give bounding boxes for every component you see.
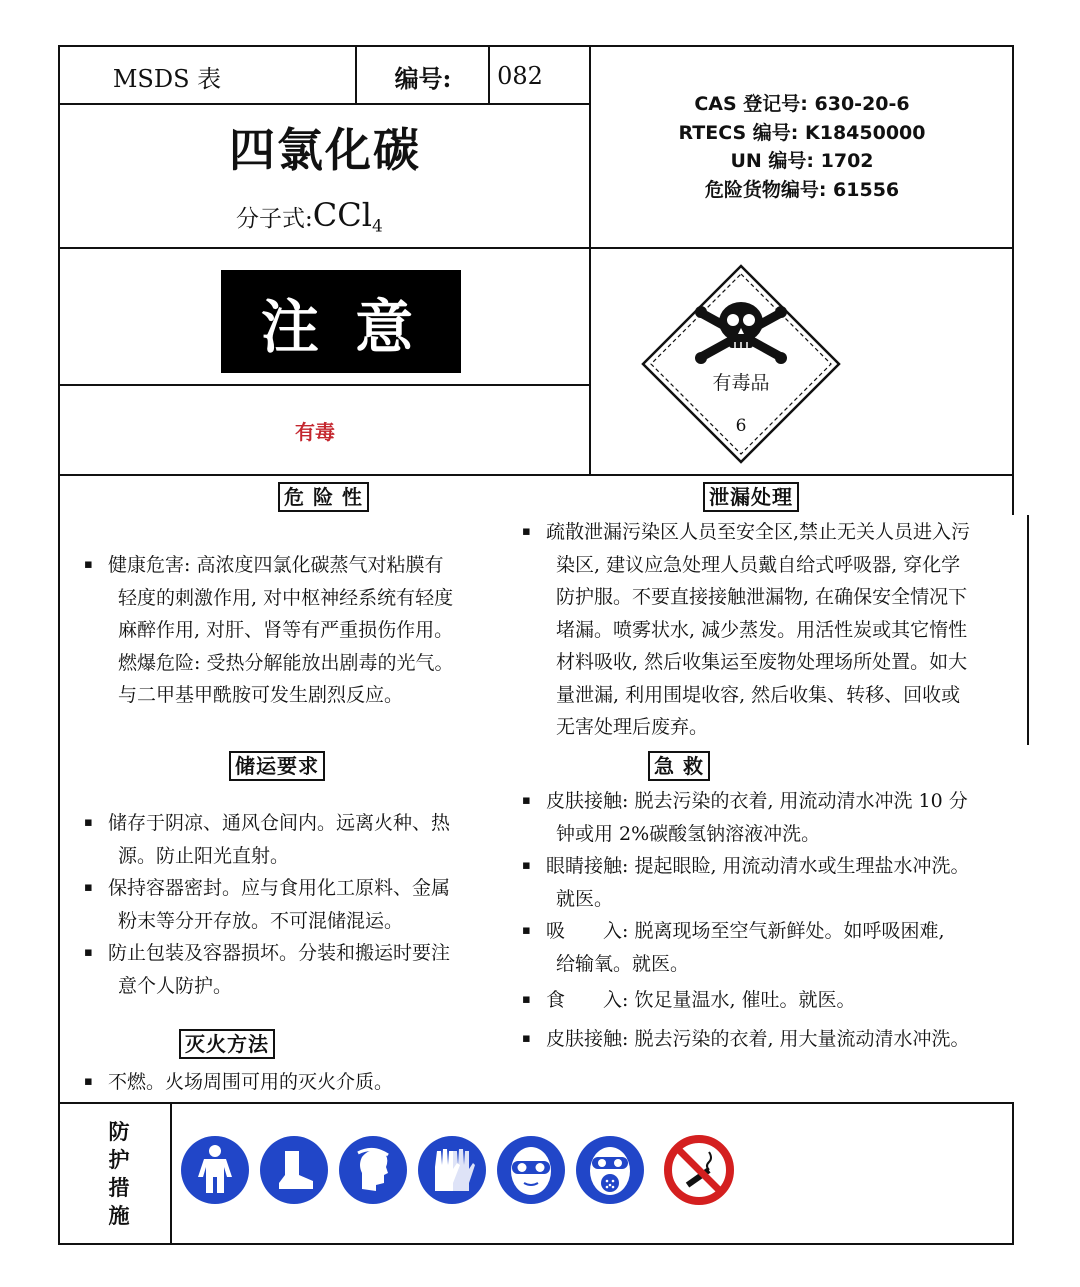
number-value: 082 (497, 62, 543, 90)
storage-line: 保持容器密封。应与食用化工原料、金属 (108, 877, 451, 899)
protection-label (104, 1118, 134, 1230)
bullet: ▪ (522, 923, 531, 938)
storage-line: 意个人防护。 (118, 974, 233, 997)
hazard-line: 麻醉作用, 对肝、肾等有严重损伤作用。 (118, 619, 454, 641)
first-aid-line: 食 入: 饮足量温水, 催吐。就医。 (546, 989, 856, 1011)
storage-line: 粉末等分开存放。不可混储混运。 (118, 909, 404, 932)
first-aid-item (522, 785, 1016, 850)
protection-label-char: 施 (108, 1203, 130, 1228)
bullet: ▪ (84, 815, 93, 830)
un-number: UN 编号: 1702 (730, 150, 874, 172)
molecular-formula (236, 196, 383, 240)
no-smoking-icon (663, 1134, 735, 1206)
first-aid-section-title: 急 救 (648, 751, 710, 781)
protection-label-char: 措 (108, 1175, 130, 1200)
bullet: ▪ (522, 858, 531, 873)
fire-section-title: 灭火方法 (179, 1029, 275, 1059)
protection-label-char: 防 (108, 1119, 130, 1144)
spill-line: 堵漏。喷雾状水, 减少蒸发。用活性炭或其它惰性 (556, 618, 968, 641)
goggles-icon (497, 1136, 565, 1204)
hazard-text (84, 549, 498, 712)
fire-line: 不燃。火场周围可用的灭火介质。 (108, 1071, 394, 1093)
spill-line: 疏散泄漏污染区人员至安全区,禁止无关人员进入污 (546, 521, 971, 543)
storage-text (84, 807, 498, 1002)
first-aid-line: 钟或用 2%碳酸氢钠溶液冲洗。 (556, 822, 821, 845)
formula-label: 分子式: (236, 206, 313, 232)
signal-word-banner (221, 270, 461, 373)
storage-line: 防止包装及容器损坏。分装和搬运时要注 (108, 942, 451, 964)
spill-line: 无害处理后废弃。 (556, 716, 709, 738)
first-aid-line: 给输氧。就医。 (556, 952, 690, 975)
first-aid-text (522, 785, 1016, 1055)
first-aid-line: 吸 入: 脱离现场至空气新鲜处。如呼吸困难, (546, 920, 945, 942)
bullet: ▪ (84, 1074, 93, 1089)
bullet: ▪ (522, 524, 531, 539)
pictogram-label: 有毒品 (712, 372, 770, 394)
bullet: ▪ (84, 880, 93, 895)
storage-item (84, 807, 498, 872)
bullet: ▪ (84, 945, 93, 960)
spill-line: 防护服。不要直接接触泄漏物, 在确保安全情况下 (556, 586, 968, 608)
pictogram-class-number: 6 (735, 416, 747, 436)
storage-line: 储存于阴凉、通风仓间内。远离火种、热 (108, 812, 451, 834)
safety-boots-icon (260, 1136, 328, 1204)
hazard-line: 健康危害: 高浓度四氯化碳蒸气对粘膜有 (108, 554, 444, 576)
rtecs-number: RTECS 编号: K18450000 (678, 121, 926, 144)
protection-icons (181, 1136, 735, 1206)
first-aid-item (522, 915, 1016, 980)
signal-word: 注 意 (260, 292, 422, 361)
bullet: ▪ (522, 1030, 531, 1046)
toxic-pictogram (641, 264, 841, 464)
formula-subscript: 4 (371, 216, 383, 237)
identifiers-block (592, 90, 1012, 204)
first-aid-line: 皮肤接触: 脱去污染的衣着, 用大量流动清水冲洗。 (546, 1027, 970, 1050)
gloves-icon (418, 1136, 486, 1204)
hazard-line: 与二甲基甲酰胺可发生剧烈反应。 (118, 684, 404, 706)
first-aid-item (522, 850, 1016, 915)
first-aid-line: 眼睛接触: 提起眼睑, 用流动清水或生理盐水冲洗。 (546, 855, 970, 877)
hazard-line: 轻度的刺激作用, 对中枢神经系统有轻度 (118, 586, 454, 609)
first-aid-line: 就医。 (556, 887, 614, 910)
first-aid-line: 皮肤接触: 脱去污染的衣着, 用流动清水冲洗 10 分 (546, 790, 968, 812)
protective-suit-icon (181, 1136, 249, 1204)
formula-main: CCl (312, 196, 372, 234)
spill-text (522, 516, 1016, 744)
bullet: ▪ (522, 992, 531, 1007)
spill-section-title: 泄漏处理 (703, 482, 799, 512)
cas-number: CAS 登记号: 630-20-6 (694, 93, 910, 115)
dangerous-goods-number: 危险货物编号: 61556 (704, 178, 900, 201)
bullet: ▪ (522, 793, 531, 808)
number-label: 编号: (394, 63, 452, 93)
spill-line: 材料吸收, 然后收集运至废物处理场所处置。如大 (556, 651, 968, 673)
hazard-section-title: 危 险 性 (278, 482, 369, 512)
bullet: ▪ (84, 557, 93, 572)
storage-item (84, 937, 498, 1002)
spill-line: 染区, 建议应急处理人员戴自给式呼吸器, 穿化学 (556, 553, 961, 576)
hazard-line: 燃爆危险: 受热分解能放出剧毒的光气。 (118, 651, 454, 674)
storage-line: 源。防止阳光直射。 (118, 844, 290, 867)
first-aid-item (522, 984, 1016, 1017)
hazard-class: 有毒 (295, 419, 335, 444)
msds-label: MSDS 表 (112, 64, 222, 93)
face-shield-icon (339, 1136, 407, 1204)
respirator-icon (576, 1136, 644, 1204)
fire-text (84, 1066, 498, 1099)
chemical-name: 四氯化碳 (229, 123, 421, 177)
storage-item (84, 872, 498, 937)
first-aid-item (522, 1023, 1016, 1056)
protection-label-char: 护 (108, 1147, 130, 1172)
storage-section-title: 储运要求 (229, 751, 325, 781)
spill-line: 量泄漏, 利用围堤收容, 然后收集、转移、回收或 (556, 683, 961, 706)
